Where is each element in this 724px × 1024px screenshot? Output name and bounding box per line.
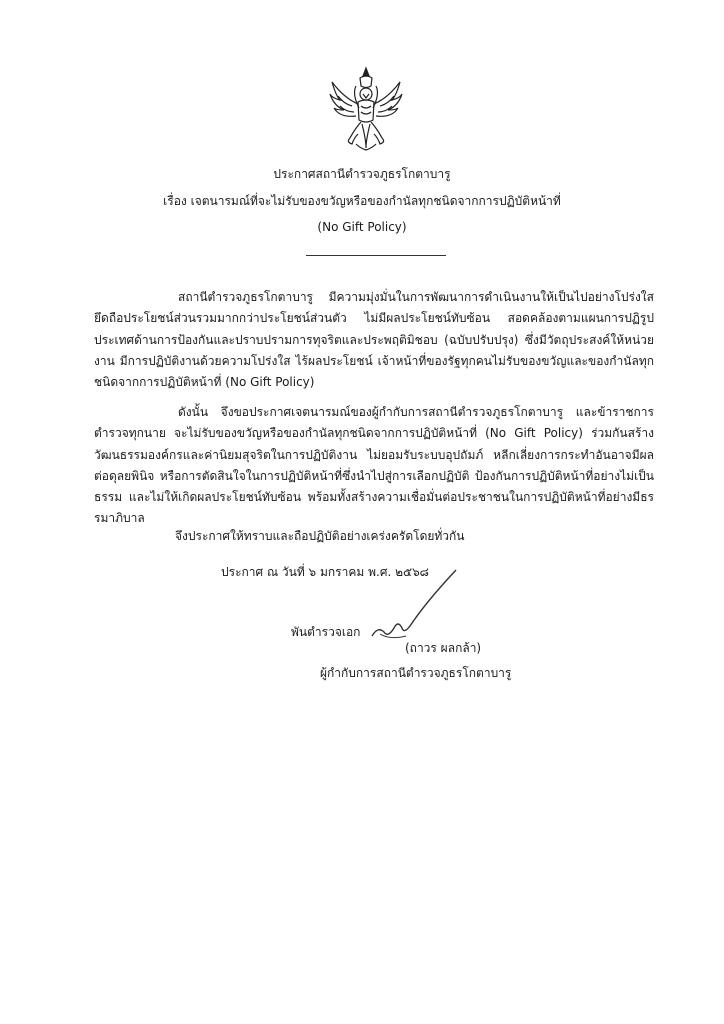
announcement-title: ประกาศสถานีตำรวจภูธรโกตาบารู <box>273 167 451 181</box>
paragraph-2-text: ดังนั้น จึงขอประกาศเจตนารมณ์ของผู้กำกับการสถานีตำรวจภูธรโกตาบารู และข้าราชการตำรวจทุกนาย จะไม่รับของขวัญหรือของกำนัลทุกชนิดจากการปฏิบัติหน้าที่ (No Gift Policy) ร่วมกันสร้างวัฒนธรรมองค์กรและค่านิยมสุจริตในการปฏิบัติงาน ไม่ยอมรับระบบอุปถัมภ์ หลีกเลี่ยงการกระทำอันอาจมีผลต่อดุลยพินิจ หรือการตัดสินใจในการปฏิบัติหน้าที่ซึ่งนำไปสู่การเลือกปฏิบัติ ป้องกันการปฏิบัติหน้าที่อย่างไม่เป็นธรรม และไม่ให้เกิดผลประโยชน์ทับซ้อน พร้อมทั้งสร้างความเชื่อมั่นต่อประชาชนในการปฏิบัติหน้าที่อย่างมีธรรมาภิบาล <box>94 405 654 526</box>
signature-image <box>368 566 460 646</box>
announcement-subject: เรื่อง เจตนารมณ์ที่จะไม่รับของขวัญหรือของกำนัลทุกชนิดจากการปฏิบัติหน้าที่ <box>163 194 561 208</box>
dateline: ประกาศ ณ วันที่ ๖ มกราคม พ.ศ. ๒๕๖๘ <box>221 565 429 579</box>
garuda-emblem-icon <box>326 64 406 152</box>
paragraph-2 <box>94 402 654 530</box>
paragraph-1-text: สถานีตำรวจภูธรโกตาบารู มีความมุ่งมั่นในการพัฒนาการดำเนินงานให้เป็นไปอย่างโปร่งใส ยึดถือประโยชน์ส่วนรวมมากกว่าประโยชน์ส่วนตัว ไม่มีผลประโยชน์ทับซ้อน สอดคล้องตามแผนการปฏิรูปประเทศด้านการป้องกันและปราบปรามการทุจริตและประพฤติมิชอบ (ฉบับปรับปรุง) ซึ่งมีวัตถุประสงค์ให้หน่วยงาน มีการปฏิบัติงานด้วยความโปร่งใส ไร้ผลประโยชน์ เจ้าหน้าที่ของรัฐทุกคนไม่รับของขวัญและของกำนัลทุกชนิดจากการปฏิบัติหน้าที่ (No Gift Policy) <box>94 290 654 390</box>
signatory-position: ผู้กำกับการสถานีตำรวจภูธรโกตาบารู <box>320 666 512 680</box>
signatory-name: (ถาวร ผลกล้า) <box>405 641 482 655</box>
policy-name: (No Gift Policy) <box>317 220 407 234</box>
closing-statement: จึงประกาศให้ทราบและถือปฏิบัติอย่างเคร่งครัดโดยทั่วกัน <box>175 529 465 543</box>
header-divider <box>306 255 446 256</box>
paragraph-1 <box>94 287 654 393</box>
signatory-rank: พันตำรวจเอก <box>291 625 361 639</box>
